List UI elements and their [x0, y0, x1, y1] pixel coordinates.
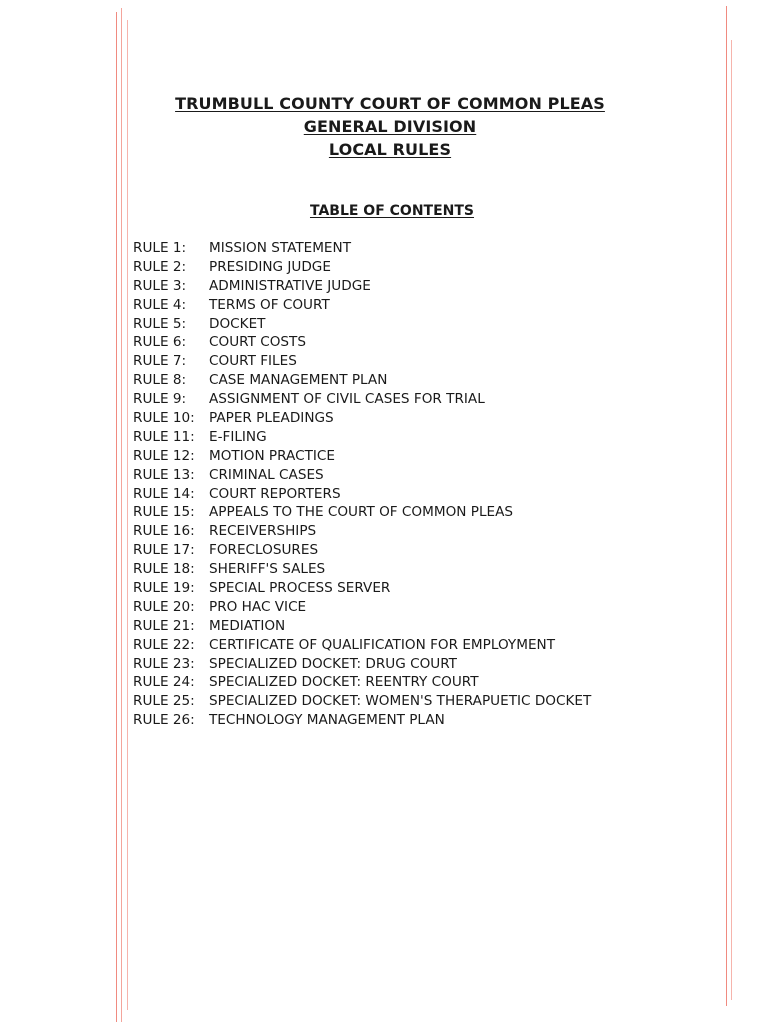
rule-title: MISSION STATEMENT [209, 240, 351, 256]
toc-entry [133, 636, 591, 655]
left-margin-line [116, 12, 117, 1022]
toc-entry [133, 277, 591, 296]
toc-entry [133, 352, 591, 371]
rule-number: RULE 14: [133, 485, 195, 502]
toc-entry [133, 428, 591, 447]
rule-number: RULE 20: [133, 598, 195, 615]
rule-title: CASE MANAGEMENT PLAN [209, 372, 388, 389]
rule-number: RULE 18: [133, 561, 195, 578]
toc-entry [133, 409, 591, 428]
rule-title: FORECLOSURES [209, 542, 319, 559]
rule-number: RULE 3: [133, 277, 187, 294]
toc-entry [133, 390, 591, 409]
document-header [120, 92, 660, 161]
toc-entry [133, 655, 591, 674]
rule-title: TERMS OF COURT [209, 296, 330, 313]
rule-title: COURT FILES [209, 353, 297, 370]
toc-entry [133, 541, 591, 560]
toc-entry [133, 522, 591, 541]
toc-entry [133, 692, 591, 711]
toc-entry [133, 598, 591, 617]
toc-entry [133, 579, 591, 598]
rule-title: SPECIAL PROCESS SERVER [209, 580, 391, 597]
rule-title: PRESIDING JUDGE [209, 258, 331, 275]
rule-number: RULE 25: [133, 693, 195, 710]
rule-number: RULE 17: [133, 542, 195, 559]
toc-entry [133, 560, 591, 579]
rule-number: RULE 11: [133, 428, 195, 445]
toc-list [133, 239, 591, 730]
rule-title: ASSIGNMENT OF CIVIL CASES FOR TRIAL [209, 391, 485, 408]
toc-entry [133, 466, 591, 485]
toc-entry [133, 333, 591, 352]
toc-entry [133, 711, 591, 730]
toc-entry [133, 503, 591, 522]
rule-title: COURT REPORTERS [209, 485, 341, 502]
toc-entry [133, 258, 591, 277]
rule-number: RULE 15: [133, 504, 195, 521]
rule-number: RULE 21: [133, 617, 195, 634]
rule-title: MOTION PRACTICE [209, 447, 335, 464]
rule-number: RULE 13: [133, 466, 195, 483]
right-margin-line [726, 6, 727, 1006]
rule-number: RULE 9: [133, 391, 187, 408]
rule-number: RULE 19: [133, 580, 195, 597]
rule-title: SPECIALIZED DOCKET: WOMEN'S THERAPUETIC DOCKET [209, 693, 592, 710]
right-margin-line [731, 40, 732, 1000]
rule-title: PRO HAC VICE [209, 598, 307, 615]
rule-title: RECEIVERSHIPS [209, 523, 317, 540]
toc-entry [133, 617, 591, 636]
toc-entry [133, 296, 591, 315]
rule-title: APPEALS TO THE COURT OF COMMON PLEAS [209, 504, 514, 521]
rule-title: CERTIFICATE OF QUALIFICATION FOR EMPLOYMENT [209, 636, 556, 653]
toc-entry [133, 371, 591, 390]
toc-entry [133, 673, 591, 692]
rule-number: RULE 23: [133, 655, 195, 672]
document-title: LOCAL RULES [328, 140, 452, 159]
rule-number: RULE 4: [133, 296, 187, 313]
toc-title: TABLE OF CONTENTS [309, 203, 475, 219]
rule-number: RULE 26: [133, 712, 195, 729]
rule-title: SHERIFF'S SALES [209, 561, 326, 578]
rule-title: SPECIALIZED DOCKET: DRUG COURT [209, 655, 457, 672]
toc-entry [133, 239, 591, 258]
rule-number: RULE 6: [133, 334, 187, 351]
rule-title: MEDIATION [209, 617, 286, 634]
rule-title: E-FILING [209, 428, 267, 445]
rule-number: RULE 12: [133, 447, 195, 464]
rule-number: RULE 7: [133, 353, 187, 370]
rule-number: RULE 5: [133, 315, 187, 332]
rule-title: COURT COSTS [209, 334, 306, 351]
rule-title: SPECIALIZED DOCKET: REENTRY COURT [209, 674, 479, 691]
left-margin-line [127, 20, 128, 1010]
rule-number: RULE 24: [133, 674, 195, 691]
rule-number: RULE 2: [133, 258, 187, 275]
toc-entry [133, 447, 591, 466]
rule-number: RULE 8: [133, 372, 187, 389]
toc-entry [133, 485, 591, 504]
rule-title: PAPER PLEADINGS [209, 410, 334, 427]
rule-number: RULE 22: [133, 636, 195, 653]
rule-title: DOCKET [209, 315, 266, 332]
toc-entry [133, 315, 591, 334]
rule-number: RULE 10: [133, 410, 195, 427]
rule-number: RULE 1: [133, 240, 187, 256]
rule-title: CRIMINAL CASES [209, 466, 324, 483]
court-name: TRUMBULL COUNTY COURT OF COMMON PLEAS [175, 94, 605, 113]
rule-number: RULE 16: [133, 523, 195, 540]
rule-title: TECHNOLOGY MANAGEMENT PLAN [209, 712, 445, 729]
rule-title: ADMINISTRATIVE JUDGE [209, 277, 371, 294]
division-name: GENERAL DIVISION [303, 117, 477, 136]
